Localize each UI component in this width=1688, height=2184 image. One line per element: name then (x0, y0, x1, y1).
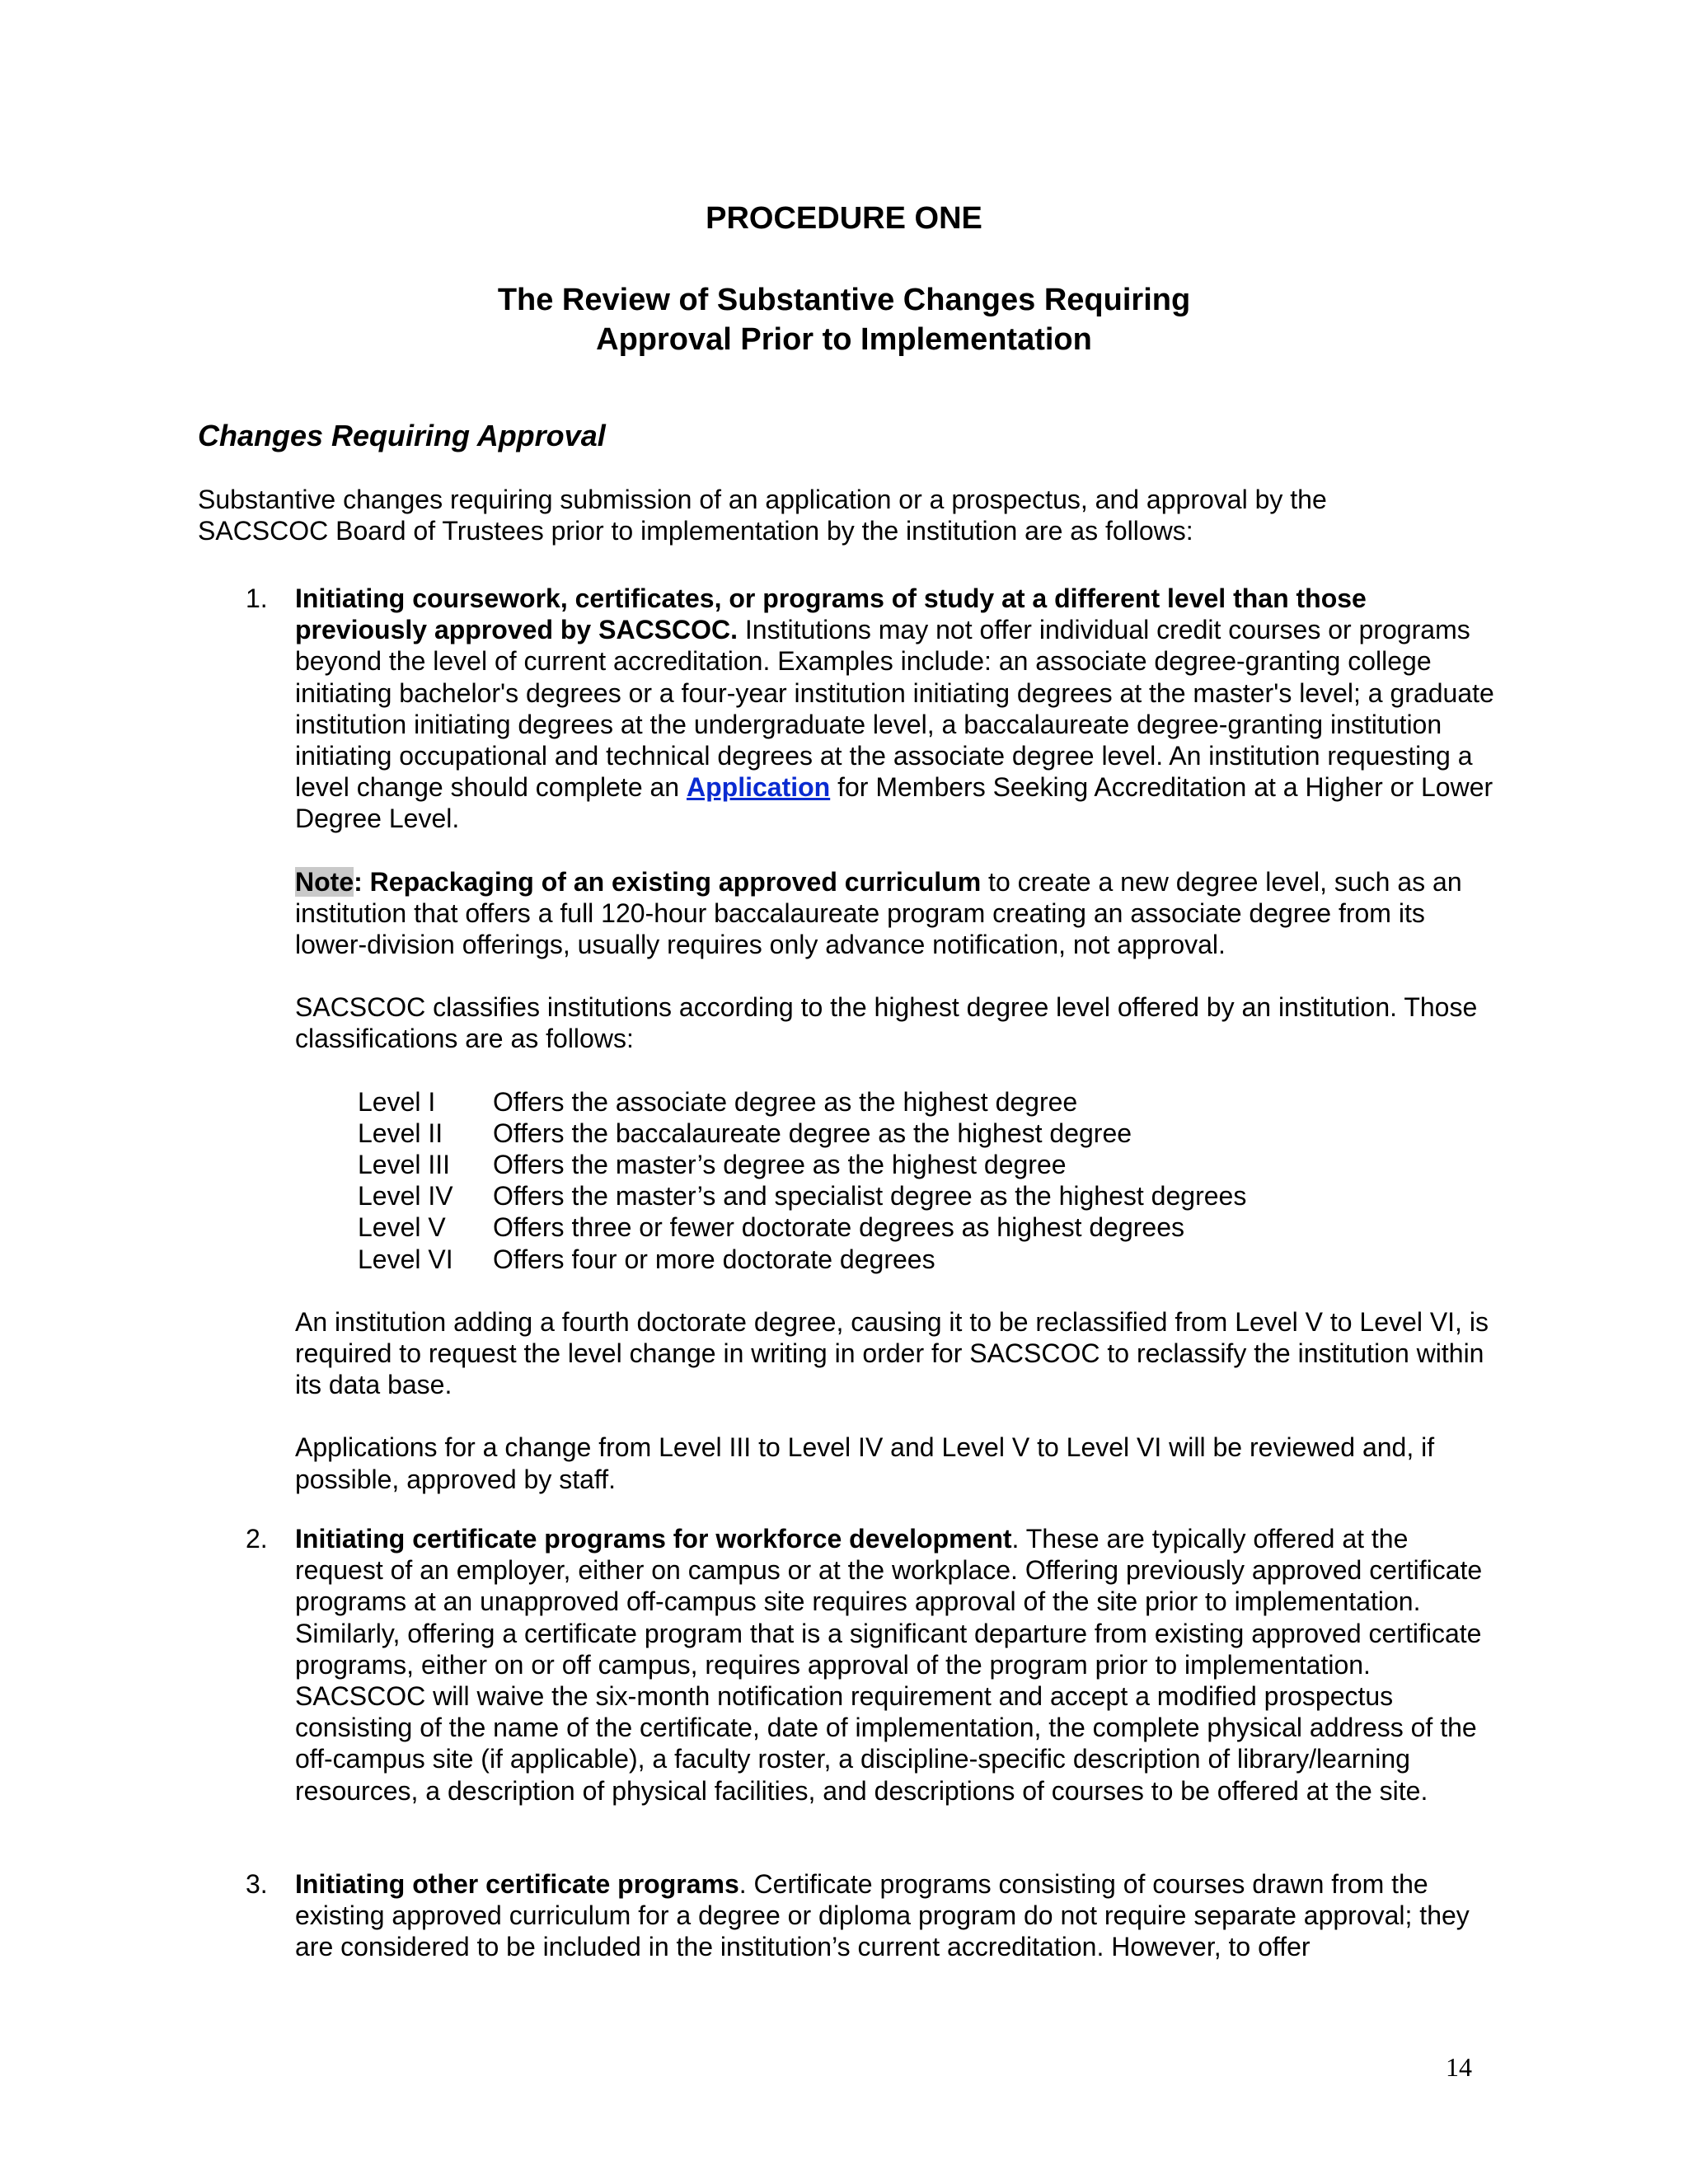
level-row (358, 1244, 1500, 1275)
level-row (358, 1212, 1500, 1243)
intro-line-2: SACSCOC Board of Trustees prior to implementation by the institution are as follows: (198, 516, 1193, 546)
item3-text: . Certificate programs consisting of courses drawn from the existing approved curriculum for a degree or diploma program do not require separate approval; they are considered to be included in the institution’s current accreditation. However, to offer (295, 1869, 1470, 1962)
levels-table (358, 1086, 1500, 1275)
classification-intro: SACSCOC classifies institutions according to the highest degree level offered by an institution. Those classifications are as follows: (295, 992, 1478, 1054)
list-number: 1. (246, 583, 268, 613)
note-paragraph (295, 866, 1500, 961)
subtitle-line-2: Approval Prior to Implementation (596, 322, 1092, 357)
list-item-body (295, 1868, 1500, 1963)
level-name: Level VI (358, 1244, 453, 1274)
level-name: Level IV (358, 1181, 453, 1212)
list-item-body (295, 583, 1500, 1495)
level-row (358, 1180, 1500, 1212)
level-name: Level II (358, 1118, 443, 1148)
level-row (358, 1118, 1500, 1149)
level-row (358, 1086, 1500, 1118)
list-number: 2. (246, 1524, 268, 1554)
level-desc: Offers four or more doctorate degrees (493, 1244, 935, 1274)
list-number: 3. (246, 1869, 268, 1899)
subtitle-line-1: The Review of Substantive Changes Requiring (497, 283, 1191, 317)
item2-heading: Initiating certificate programs for workforce development (295, 1524, 1012, 1554)
section-heading: Changes Requiring Approval (198, 419, 606, 452)
level-desc: Offers the baccalaureate degree as the highest degree (493, 1118, 1132, 1148)
level-row (358, 1149, 1500, 1180)
list-item-1 (198, 583, 1500, 1495)
page-subtitle (0, 280, 1688, 359)
list-item-body (295, 1523, 1500, 1807)
intro-paragraph (198, 484, 1484, 546)
item2-paragraph (295, 1523, 1500, 1807)
level-name: Level I (358, 1086, 436, 1117)
item2-text: . These are typically offered at the request of an employer, either on campus or at the workplace. Offering previously approved certificate programs at an unapproved off-campus site requires approval of the site prior to implementation. Similarly, offering a certificate program that is a significant departure from existing approved certificate programs, either on or off campus, requires approval of the program prior to implementation. SACSCOC will waive the six-month notification requirement and accept a modified prospectus consisting of the name of the certificate, date of implementation, the complete physical address of the off-campus site (if applicable), a faculty roster, a discipline-specific description of library/learning resources, a description of physical facilities, and descriptions of courses to be offered at the site. (295, 1524, 1483, 1806)
item1-text: Institutions may not offer individual credit courses or programs beyond the level of current accreditation. Examples include: an associate degree-granting college initiating bachelor's degrees or a four-year institution initiating degrees at the master's level; a graduate institution initiating degrees at the undergraduate level, a baccalaureate degree-granting institution initiating occupational and technical degrees at the associate degree level. An institution requesting a level change should complete an (295, 615, 1494, 803)
list-item-2 (198, 1523, 1500, 1807)
level-name: Level III (358, 1150, 451, 1180)
intro-line-1: Substantive changes requiring submission of an application or a prospectus, and approval by the (198, 485, 1327, 514)
note-bold: : Repackaging of an existing approved curriculum (354, 866, 982, 897)
level-desc: Offers the associate degree as the highest degree (493, 1086, 1078, 1117)
list-item-3 (198, 1868, 1500, 1963)
application-link[interactable]: Application (686, 772, 831, 803)
item3-paragraph (295, 1868, 1500, 1963)
item3-heading: Initiating other certificate programs (295, 1869, 739, 1899)
level-desc: Offers the master’s and specialist degree as the highest degrees (493, 1181, 1247, 1212)
staff-review-paragraph: Applications for a change from Level III to Level IV and Level V to Level VI will be reviewed and, if possible, approved by staff. (295, 1432, 1435, 1494)
item1-text-after-link: for Members Seeking Accreditation at a Higher or Lower Degree Level. (295, 772, 1493, 834)
note-text: to create a new degree level, such as an institution that offers a full 120-hour baccalaureate program creating an associate degree from its lower-division offerings, usually requires only advance notification, not approval. (295, 866, 1462, 960)
page-title: PROCEDURE ONE (706, 201, 982, 236)
level-desc: Offers the master’s degree as the highest degree (493, 1150, 1067, 1180)
item1-paragraph (295, 583, 1500, 835)
level-name: Level V (358, 1212, 446, 1243)
note-label: Note (295, 866, 354, 897)
level-desc: Offers three or fewer doctorate degrees as highest degrees (493, 1212, 1184, 1243)
page-number: 14 (1446, 2052, 1472, 2082)
fourth-doctorate-paragraph: An institution adding a fourth doctorate degree, causing it to be reclassified from Level V to Level VI, is required to request the level change in writing in order for SACSCOC to reclassify the institution within its data base. (295, 1306, 1489, 1400)
item1-heading: Initiating coursework, certificates, or programs of study at a different level than those previously approved by SACSCOC. (295, 583, 1367, 645)
